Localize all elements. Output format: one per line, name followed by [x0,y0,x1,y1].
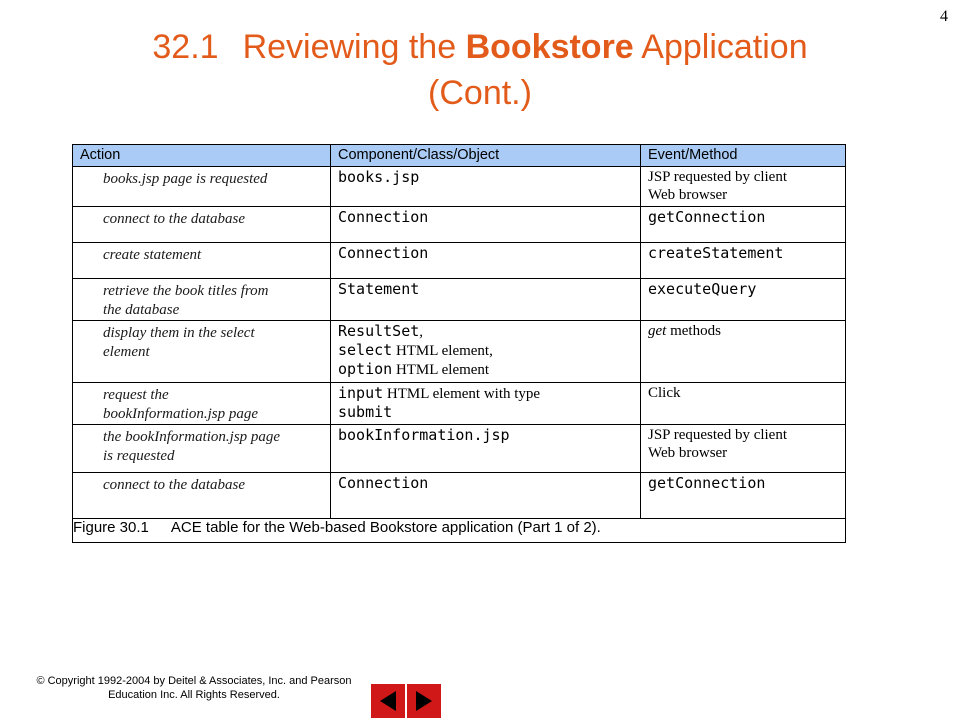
header-action: Action [73,145,331,167]
event-text: executeQuery [648,280,757,298]
cell-component [331,383,641,425]
title-line-1 [60,24,900,70]
event-text: Web browser [648,187,728,203]
event-text: getConnection [648,474,766,492]
event-text: JSP requested by client [648,169,788,185]
header-event: Event/Method [641,145,846,167]
section-number: 32.1 [152,28,219,66]
action-line: bookInformation.jsp page [103,406,258,422]
event-text: getConnection [648,208,766,226]
table-row [73,167,846,207]
component-text: Connection [338,474,429,492]
action-line: connect to the database [103,477,246,493]
copyright [14,674,374,702]
component-line [338,474,640,493]
event-text: JSP requested by client [648,427,788,443]
action-line: the database [103,302,180,318]
component-text: submit [338,403,393,421]
component-text: Connection [338,244,429,262]
cell-action [73,383,331,425]
table-body [73,167,846,519]
copyright-line-1: © Copyright 1992-2004 by Deitel & Associates, Inc. and Pearson [36,675,352,687]
event-line [648,168,845,186]
event-line [648,474,845,493]
event-text: get [648,323,667,339]
cell-event [641,167,846,207]
component-line [338,168,640,187]
event-text: createStatement [648,244,784,262]
page-number: 4 [940,8,948,25]
component-line [338,280,640,299]
component-text: Statement [338,280,420,298]
copyright-line-2: Education Inc. All Rights Reserved. [108,689,280,701]
cell-event [641,321,846,383]
component-line [338,322,640,341]
action-line: create statement [103,247,202,263]
cell-component [331,321,641,383]
title-text-after: Application [633,28,808,66]
event-text: Web browser [648,445,728,461]
table-row [73,243,846,279]
component-line [338,244,640,263]
cell-action [73,243,331,279]
event-line [648,244,845,263]
next-slide-button[interactable] [407,684,441,718]
cell-event [641,279,846,321]
caption-row [73,519,846,543]
component-text: bookInformation.jsp [338,426,510,444]
left-arrow-icon [371,684,405,718]
component-text: , [419,324,424,340]
component-text: ResultSet [338,322,420,340]
cell-action [73,473,331,519]
cell-component [331,425,641,473]
event-line [648,322,845,340]
event-line [648,444,845,462]
table-row [73,473,846,519]
action-line: is requested [103,448,175,464]
cell-event [641,473,846,519]
cell-action [73,167,331,207]
action-line: connect to the database [103,211,246,227]
cell-component [331,279,641,321]
component-line [338,360,640,379]
previous-slide-button[interactable] [371,684,405,718]
event-text: methods [666,323,721,339]
action-line: books.jsp page is requested [103,171,268,187]
cell-action [73,207,331,243]
event-line [648,384,845,402]
figure-caption [73,519,846,543]
right-arrow-icon [407,684,441,718]
component-text: books.jsp [338,168,420,186]
component-line [338,341,640,360]
title-text-before: Reviewing the [242,28,466,66]
component-text: option [338,360,393,378]
component-text: HTML element with type [383,386,541,402]
event-line [648,208,845,227]
cell-action [73,425,331,473]
cell-component [331,207,641,243]
table-row [73,207,846,243]
component-line [338,208,640,227]
cell-event [641,243,846,279]
component-text: HTML element, [392,343,493,359]
component-text: HTML element [392,362,490,378]
component-text: select [338,341,393,359]
event-line [648,280,845,299]
event-line [648,186,845,204]
slide-title [60,24,900,116]
cell-action [73,279,331,321]
table-row [73,425,846,473]
table-row [73,321,846,383]
cell-component [331,473,641,519]
component-line [338,403,640,422]
cell-action [73,321,331,383]
table-row [73,279,846,321]
cell-event [641,383,846,425]
component-line [338,384,640,403]
caption-text: ACE table for the Web-based Bookstore application (Part 1 of 2). [170,519,601,536]
component-text: input [338,384,384,402]
action-line: element [103,344,150,360]
cell-event [641,425,846,473]
title-line-2: (Cont.) [428,74,532,112]
table-row [73,383,846,425]
action-line: the bookInformation.jsp page [103,429,281,445]
event-line [648,426,845,444]
event-text: Click [648,385,681,401]
cell-component [331,243,641,279]
action-line: retrieve the book titles from [103,283,269,299]
component-line [338,426,640,445]
action-line: display them in the select [103,325,255,341]
title-bold-word: Bookstore [465,28,634,66]
ace-table [72,144,846,543]
cell-component [331,167,641,207]
caption-label: Figure 30.1 [73,519,149,536]
header-row [73,145,846,167]
header-component: Component/Class/Object [331,145,641,167]
cell-event [641,207,846,243]
component-text: Connection [338,208,429,226]
action-line: request the [103,387,169,403]
